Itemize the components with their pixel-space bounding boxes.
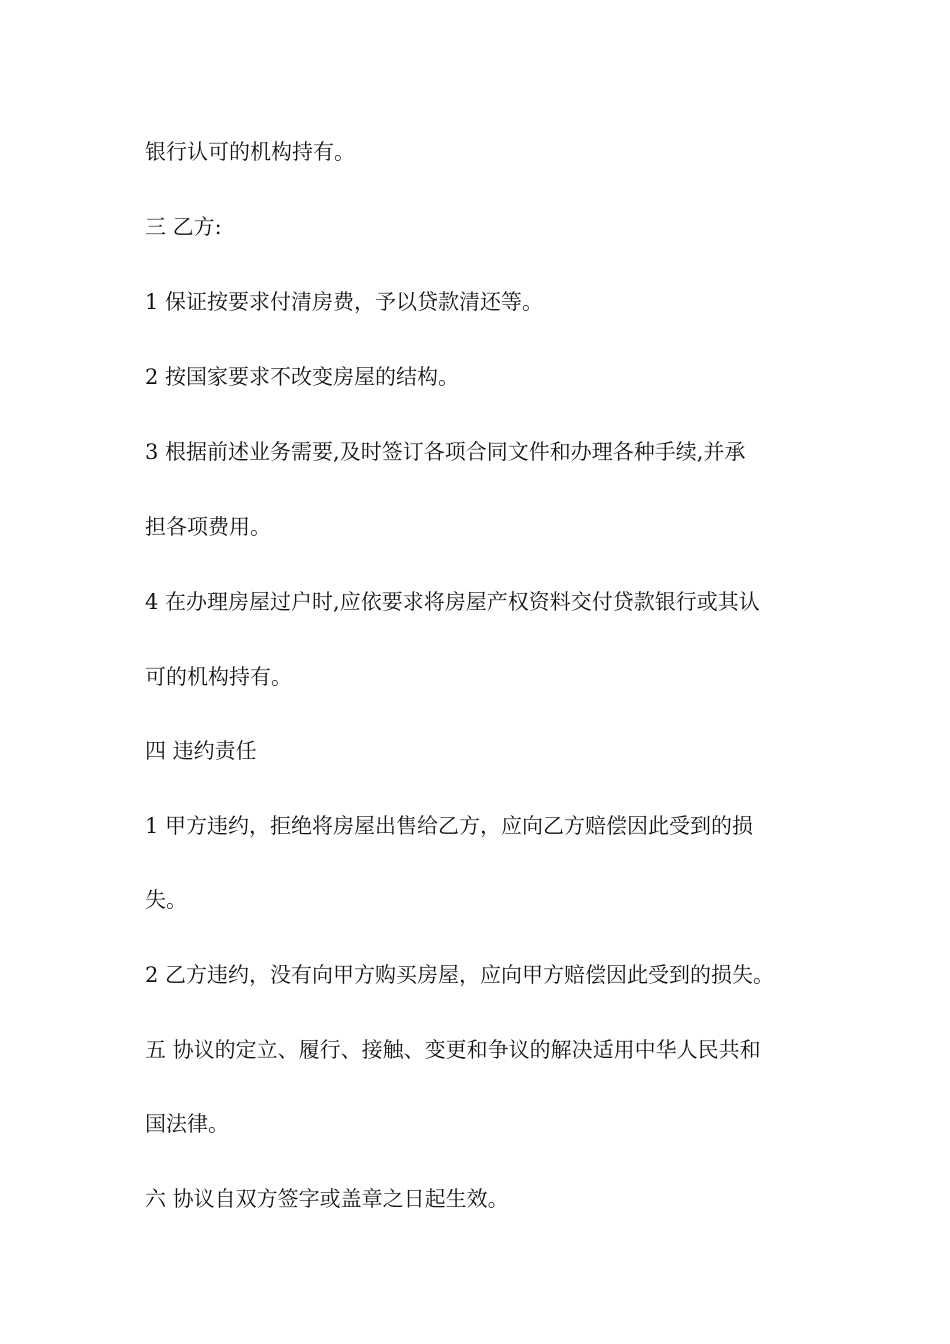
party-b-item-3-line-2: 担各项费用。	[145, 515, 271, 539]
breach-item-1-line-2: 失。	[145, 888, 187, 912]
party-b-item-3-line-1: 3 根据前述业务需要,及时签订各项合同文件和办理各种手续,并承	[145, 440, 746, 464]
party-b-item-4-line-2: 可的机构持有。	[145, 665, 292, 689]
clause-continuation-line: 银行认可的机构持有。	[145, 140, 355, 164]
section-heading-breach: 四 违约责任	[145, 739, 257, 763]
breach-item-2: 2 乙方违约，没有向甲方购买房屋，应向甲方赔偿因此受到的损失。	[145, 963, 775, 987]
section-five-line-2: 国法律。	[145, 1112, 229, 1136]
party-b-item-4-line-1: 4 在办理房屋过户时,应依要求将房屋产权资料交付贷款银行或其认	[145, 590, 760, 614]
section-six: 六 协议自双方签字或盖章之日起生效。	[145, 1187, 509, 1211]
party-b-item-2: 2 按国家要求不改变房屋的结构。	[145, 365, 460, 389]
section-five-line-1: 五 协议的定立、履行、接触、变更和争议的解决适用中华人民共和	[145, 1038, 761, 1062]
party-b-item-1: 1 保证按要求付清房费，予以贷款清还等。	[145, 290, 544, 314]
section-heading-party-b: 三 乙方:	[145, 215, 222, 239]
breach-item-1-line-1: 1 甲方违约，拒绝将房屋出售给乙方，应向乙方赔偿因此受到的损	[145, 814, 754, 838]
